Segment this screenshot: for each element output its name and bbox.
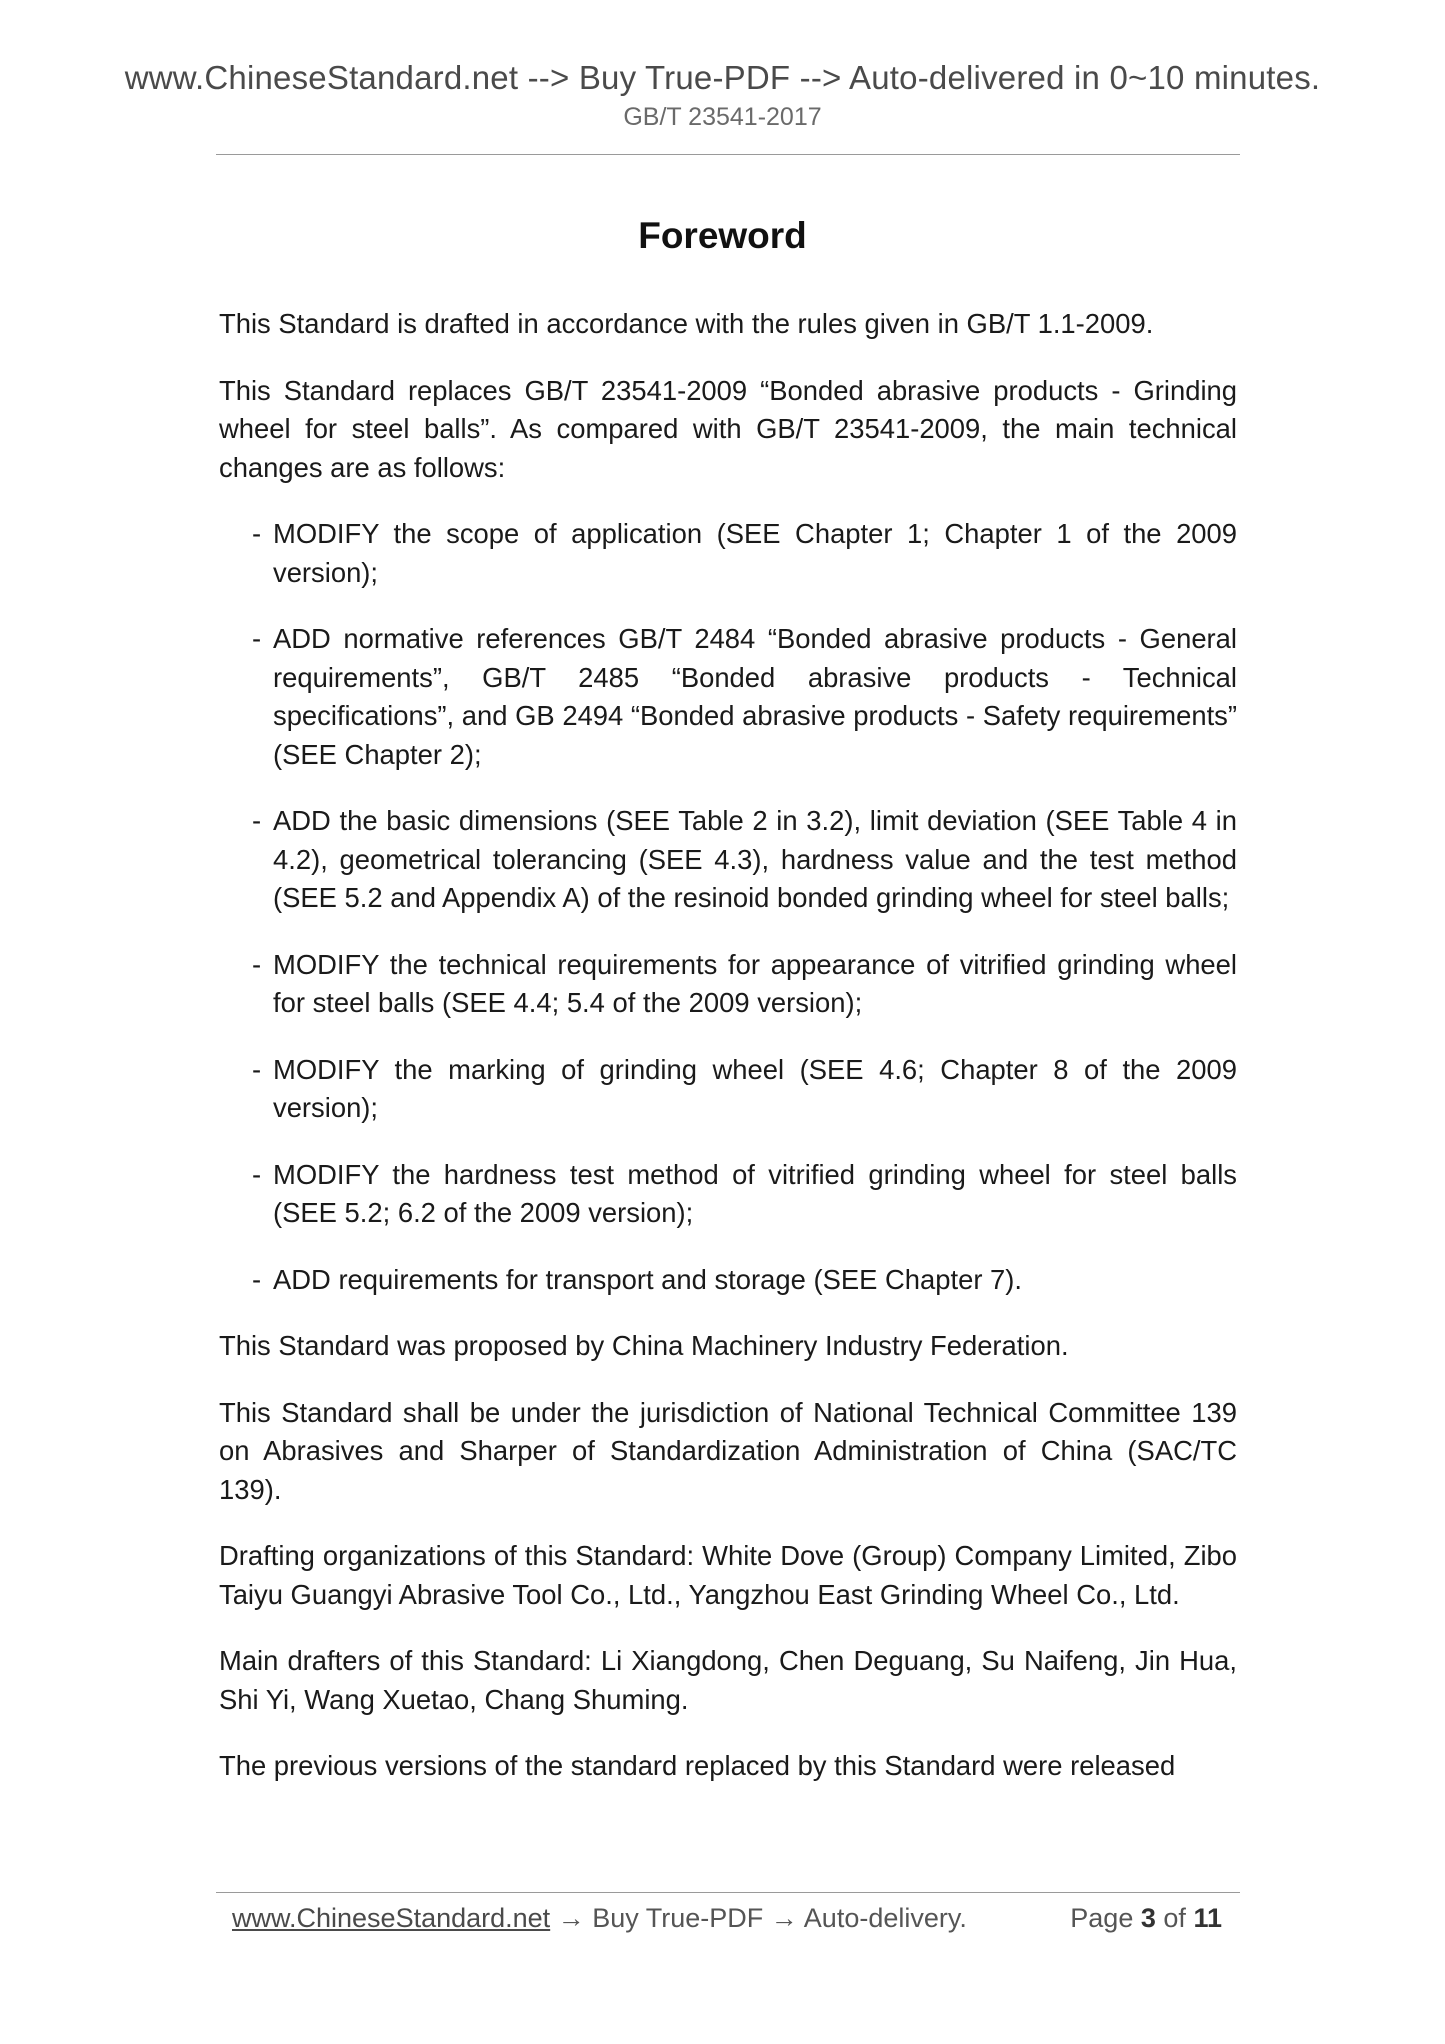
document-body xyxy=(219,305,1237,1814)
paragraph: Main drafters of this Standard: Li Xiangdong, Chen Deguang, Su Naifeng, Jin Hua, Shi Yi, Wang Xuetao, Chang Shuming. xyxy=(219,1645,1237,1715)
paragraph: This Standard shall be under the jurisdiction of National Technical Committee 139 on Abrasives and Sharper of Standardization Administration of China (SAC/TC 139). xyxy=(219,1396,1237,1505)
page-title: Foreword xyxy=(638,215,807,256)
paragraph: The previous versions of the standard replaced by this Standard were released xyxy=(219,1750,1176,1781)
list-item-text: MODIFY the marking of grinding wheel (SEE 4.6; Chapter 8 of the 2009 version); xyxy=(273,1053,1237,1123)
list-item xyxy=(252,620,1237,774)
footer-site-link[interactable]: www.ChineseStandard.net xyxy=(232,1903,551,1933)
arrow-right-icon: → xyxy=(770,1903,798,1933)
header-promo-line: www.ChineseStandard.net --> Buy True-PDF --> Auto-delivered in 0~10 minutes. xyxy=(124,59,1321,96)
footer-promo xyxy=(232,1898,967,1938)
page-footer xyxy=(232,1898,1222,1938)
list-item-text: ADD the basic dimensions (SEE Table 2 in 3.2), limit deviation (SEE Table 4 in 4.2), geometrical tolerancing (SEE 4.3), hardness value and the test method (SEE 5.2 and Appendix A) of the resinoid bonded grinding wheel for steel balls; xyxy=(273,805,1237,913)
list-item-text: ADD normative references GB/T 2484 “Bonded abrasive products - General requirements”, GB/T 2485 “Bonded abrasive products - Technical specifications”, and GB 2494 “Bonded abrasive products - Safety requirements” (SEE Chapter 2); xyxy=(273,623,1237,770)
list-bullet: - xyxy=(252,948,262,980)
list-bullet: - xyxy=(252,518,262,549)
footer-divider xyxy=(216,1892,1240,1893)
of-label: of xyxy=(1163,1903,1186,1933)
list-item xyxy=(252,1051,1237,1128)
list-item-text: ADD requirements for transport and storage (SEE Chapter 7). xyxy=(273,1263,1023,1295)
paragraph: This Standard replaces GB/T 23541-2009 “Bonded abrasive products - Grinding wheel for steel balls”. As compared with GB/T 23541-2009, the main technical changes are as follows: xyxy=(219,374,1237,483)
page-header xyxy=(0,58,1445,134)
list-item xyxy=(252,515,1237,592)
footer-buy-text: Buy True-PDF xyxy=(592,1903,764,1933)
page-number: 3 xyxy=(1140,1903,1156,1933)
list-item xyxy=(252,1261,1237,1300)
page-label: Page xyxy=(1070,1903,1134,1933)
arrow-right-icon: → xyxy=(557,1903,585,1933)
total-pages: 11 xyxy=(1193,1903,1222,1933)
paragraph: This Standard was proposed by China Machinery Industry Federation. xyxy=(219,1330,1069,1361)
paragraph: This Standard is drafted in accordance with the rules given in GB/T 1.1-2009. xyxy=(219,308,1154,339)
list-item-text: MODIFY the scope of application (SEE Chapter 1; Chapter 1 of the 2009 version); xyxy=(273,518,1237,588)
page-indicator xyxy=(1070,1898,1222,1938)
header-standard-number: GB/T 23541-2017 xyxy=(623,103,822,131)
list-item xyxy=(252,802,1237,918)
list-item-text: MODIFY the hardness test method of vitrified grinding wheel for steel balls (SEE 5.2; 6.2 of the 2009 version); xyxy=(273,1158,1237,1228)
list-bullet: - xyxy=(252,1053,262,1085)
header-divider xyxy=(216,154,1240,155)
list-item xyxy=(252,946,1237,1023)
list-bullet: - xyxy=(252,805,262,836)
list-item-text: MODIFY the technical requirements for appearance of vitrified grinding wheel for steel balls (SEE 4.4; 5.4 of the 2009 version); xyxy=(273,948,1237,1018)
paragraph: Drafting organizations of this Standard: White Dove (Group) Company Limited, Zibo Taiyu Guangyi Abrasive Tool Co., Ltd., Yangzhou East Grinding Wheel Co., Ltd. xyxy=(219,1540,1237,1610)
list-bullet: - xyxy=(252,1158,262,1190)
footer-delivery-text: Auto-delivery. xyxy=(803,1903,967,1933)
list-bullet: - xyxy=(252,623,262,654)
list-bullet: - xyxy=(252,1263,262,1295)
list-item xyxy=(252,1156,1237,1233)
